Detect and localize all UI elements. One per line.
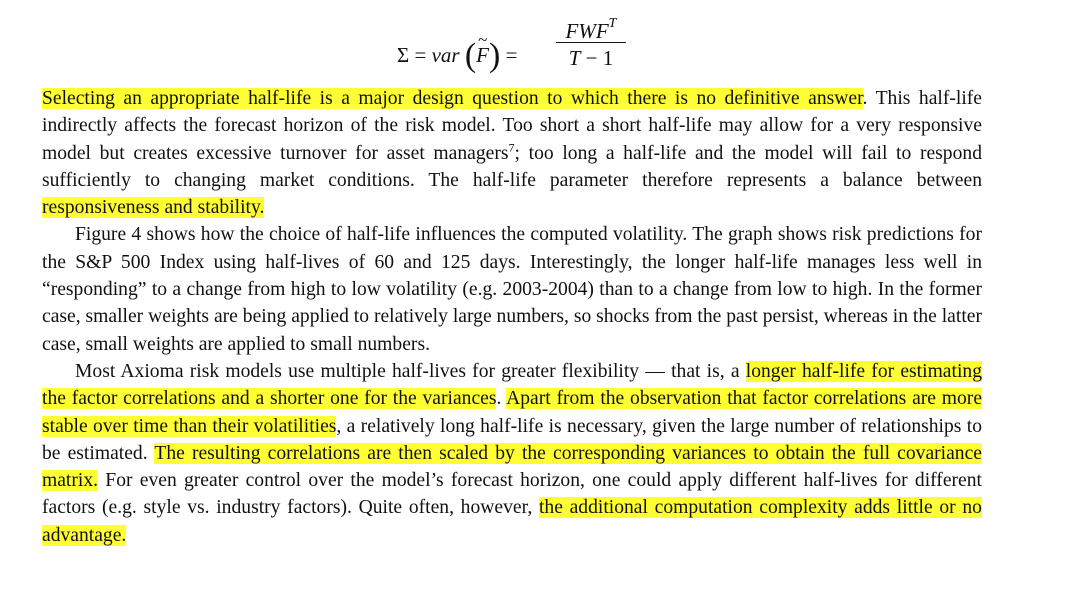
highlight-5: The resulting correlations are then scaled by the corresponding variances to obtain the full covariance matrix. — [42, 442, 982, 492]
paragraph-2: Figure 4 shows how the choice of half-life influences the computed volatility. The graph shows risk predictions for the S&P 500 Index using half-lives of 60 and 125 days. Interestingly, the longer half-life manages less well in “responding” to a change from high to low volatility (e.g. 2003-2004) than to a change from low to high. In the former case, smaller weights are being applied to relatively large numbers, so shocks from the past persist, whereas in the latter case, small weights are applied to small numbers. — [42, 224, 982, 355]
paragraph-3-text-1: Most Axioma risk models use multiple half-lives for greater flexibility — that is, a — [75, 360, 746, 382]
equation-lhs — [397, 33, 518, 74]
denominator-T: T — [568, 46, 581, 71]
right-paren: ) — [488, 37, 501, 74]
transpose-superscript: T — [608, 16, 617, 31]
paragraph-1-text-1: . This half-life indirectly affects the forecast horizon of the risk model. Too short a short half-life may allow for a very responsive model but creates excessive turnover for asset managers — [42, 88, 983, 164]
paragraph-1-text-2: ; too long a half-life and the model will fail to respond sufficiently to changing market conditions. The half-life parameter therefore represents a balance between — [42, 142, 982, 191]
highlight-4: Apart from the observation that factor correlations are more stable over time than their volatilities — [42, 388, 983, 437]
covariance-equation — [0, 14, 1074, 76]
highlight-3: longer half-life for estimating the factor correlations and a shorter one for the variances — [42, 360, 982, 410]
paragraph-3-text-3: , a relatively long half-life is necessary, given the large number of relationships to be estimated. — [42, 415, 982, 464]
paragraph-1 — [42, 85, 982, 221]
footnote-marker[interactable]: 7 — [508, 140, 515, 155]
numerator-text: FWF — [565, 19, 609, 43]
fraction — [556, 14, 626, 70]
highlight-1: Selecting an appropriate half-life is a major design question to which there is no definitive answer — [42, 88, 863, 109]
f-tilde-symbol: ~ F — [476, 43, 489, 68]
denominator-rest: − 1 — [580, 46, 614, 71]
fraction-numerator — [556, 14, 626, 43]
body-text — [42, 85, 982, 549]
highlight-6: the additional computation complexity adds little or no advantage. — [42, 497, 982, 546]
paragraph-3 — [42, 358, 982, 549]
highlight-2: responsiveness and stability. — [42, 197, 265, 219]
fraction-denominator — [556, 46, 626, 70]
var-operator: var — [431, 43, 460, 67]
paragraph-3-text-2: . — [496, 388, 507, 410]
paragraph-3-text-4: For even greater control over the model’s forecast horizon, one could apply different half-lives for different factors (e.g. style vs. industry factors). Quite often, however, — [42, 470, 982, 519]
equals-sign: = — [414, 43, 427, 67]
left-paren: ( — [464, 37, 477, 74]
sigma-symbol: Σ — [397, 43, 410, 67]
equals-sign-2: = — [505, 43, 518, 67]
